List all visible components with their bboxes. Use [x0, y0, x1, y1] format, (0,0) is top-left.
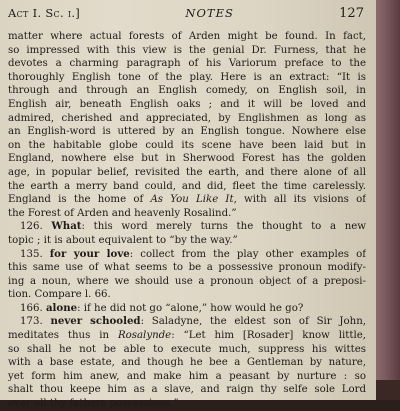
note-text: : collect from the play other examples of	[129, 248, 366, 260]
note-term: What	[51, 220, 82, 233]
page-number: 127	[339, 6, 364, 21]
text-line: so shall he not be able to execute much, suppress his wittes	[8, 343, 366, 355]
note-126	[8, 220, 366, 234]
note-text: : this word merely turns the thought to a new	[81, 221, 366, 233]
act-scene-label: Act I. Sc. i.]	[8, 6, 81, 20]
text-line: shalt thou keepe him as a slave, and raign thy selfe sole Lord	[8, 384, 366, 396]
text-line: through and through an English comedy, on English soil, in	[8, 85, 366, 97]
note-173	[8, 315, 366, 329]
book-page-edge	[376, 0, 400, 400]
text-line: this same use of what seems to be a possessive pronoun modify-	[8, 262, 366, 274]
note-text: : if he did not go “alone,” how would he go?	[77, 302, 304, 314]
note-number: 166.	[20, 302, 43, 314]
running-head	[8, 6, 366, 21]
note-number: 135.	[20, 248, 43, 260]
book-shadow	[376, 380, 400, 400]
note-166	[8, 302, 366, 316]
text-line: thoroughly English tone of the play. Here is an extract: “It is	[8, 71, 366, 83]
text-line: over all thy fathers possessions.”	[8, 398, 179, 410]
text-line: on the habitable globe could its scene have been laid but in	[8, 139, 366, 151]
note-135	[8, 248, 366, 262]
note-number: 173.	[20, 316, 43, 328]
play-title: As You Like It	[150, 194, 234, 206]
text-line: with a base estate, and though he bee a Gentleman by nature,	[8, 357, 366, 369]
text-line: yet form him anew, and make him a peasant by nurture : so	[8, 370, 366, 382]
section-title: NOTES	[185, 6, 234, 20]
text-line: tion. Compare l. 66.	[8, 289, 111, 301]
text-line	[8, 193, 366, 207]
text-line: devotes a charming paragraph of his Variorum preface to the	[8, 58, 366, 70]
text-line: ing a noun, where we should use a pronoun object of a preposi-	[8, 275, 366, 287]
text-span: : “Let him [Rosader] know little,	[171, 330, 366, 342]
text-line: age, in popular belief, revisited the earth, and there alone of all	[8, 166, 366, 178]
text-span: England is the home of	[8, 194, 151, 206]
note-term: for your love	[49, 247, 130, 260]
text-line: England, nowhere else but in Sherwood Forest has the golden	[8, 153, 366, 165]
text-line: the earth a merry band could, and did, fleet the time carelessly.	[8, 180, 366, 192]
note-text: : Saladyne, the eldest son of Sir John,	[140, 316, 366, 328]
text-line: the Forest of Arden and heavenly Rosalind.”	[8, 207, 237, 219]
text-span: , with all its visions of	[233, 194, 366, 206]
text-line: topic ; it is about equivalent to “by the way.”	[8, 234, 238, 246]
source-title: Rosalynde	[117, 330, 172, 342]
note-number: 126.	[20, 221, 43, 233]
text-line: English air, beneath English oaks ; and it will be loved and	[8, 98, 366, 110]
text-line: admired, cherished and appreciated, by Englishmen as long as	[8, 112, 366, 124]
text-line: matter where actual forests of Arden might be found. In fact,	[8, 31, 366, 42]
text-span: meditates thus in	[8, 330, 118, 342]
text-line	[8, 329, 366, 343]
text-line: so impressed with this view is the genial Dr. Furness, that he	[8, 44, 366, 56]
note-term: never schooled	[50, 315, 141, 328]
note-term: alone	[45, 301, 78, 314]
text-line: an English-word is uttered by an English tongue. Nowhere else	[8, 126, 366, 138]
